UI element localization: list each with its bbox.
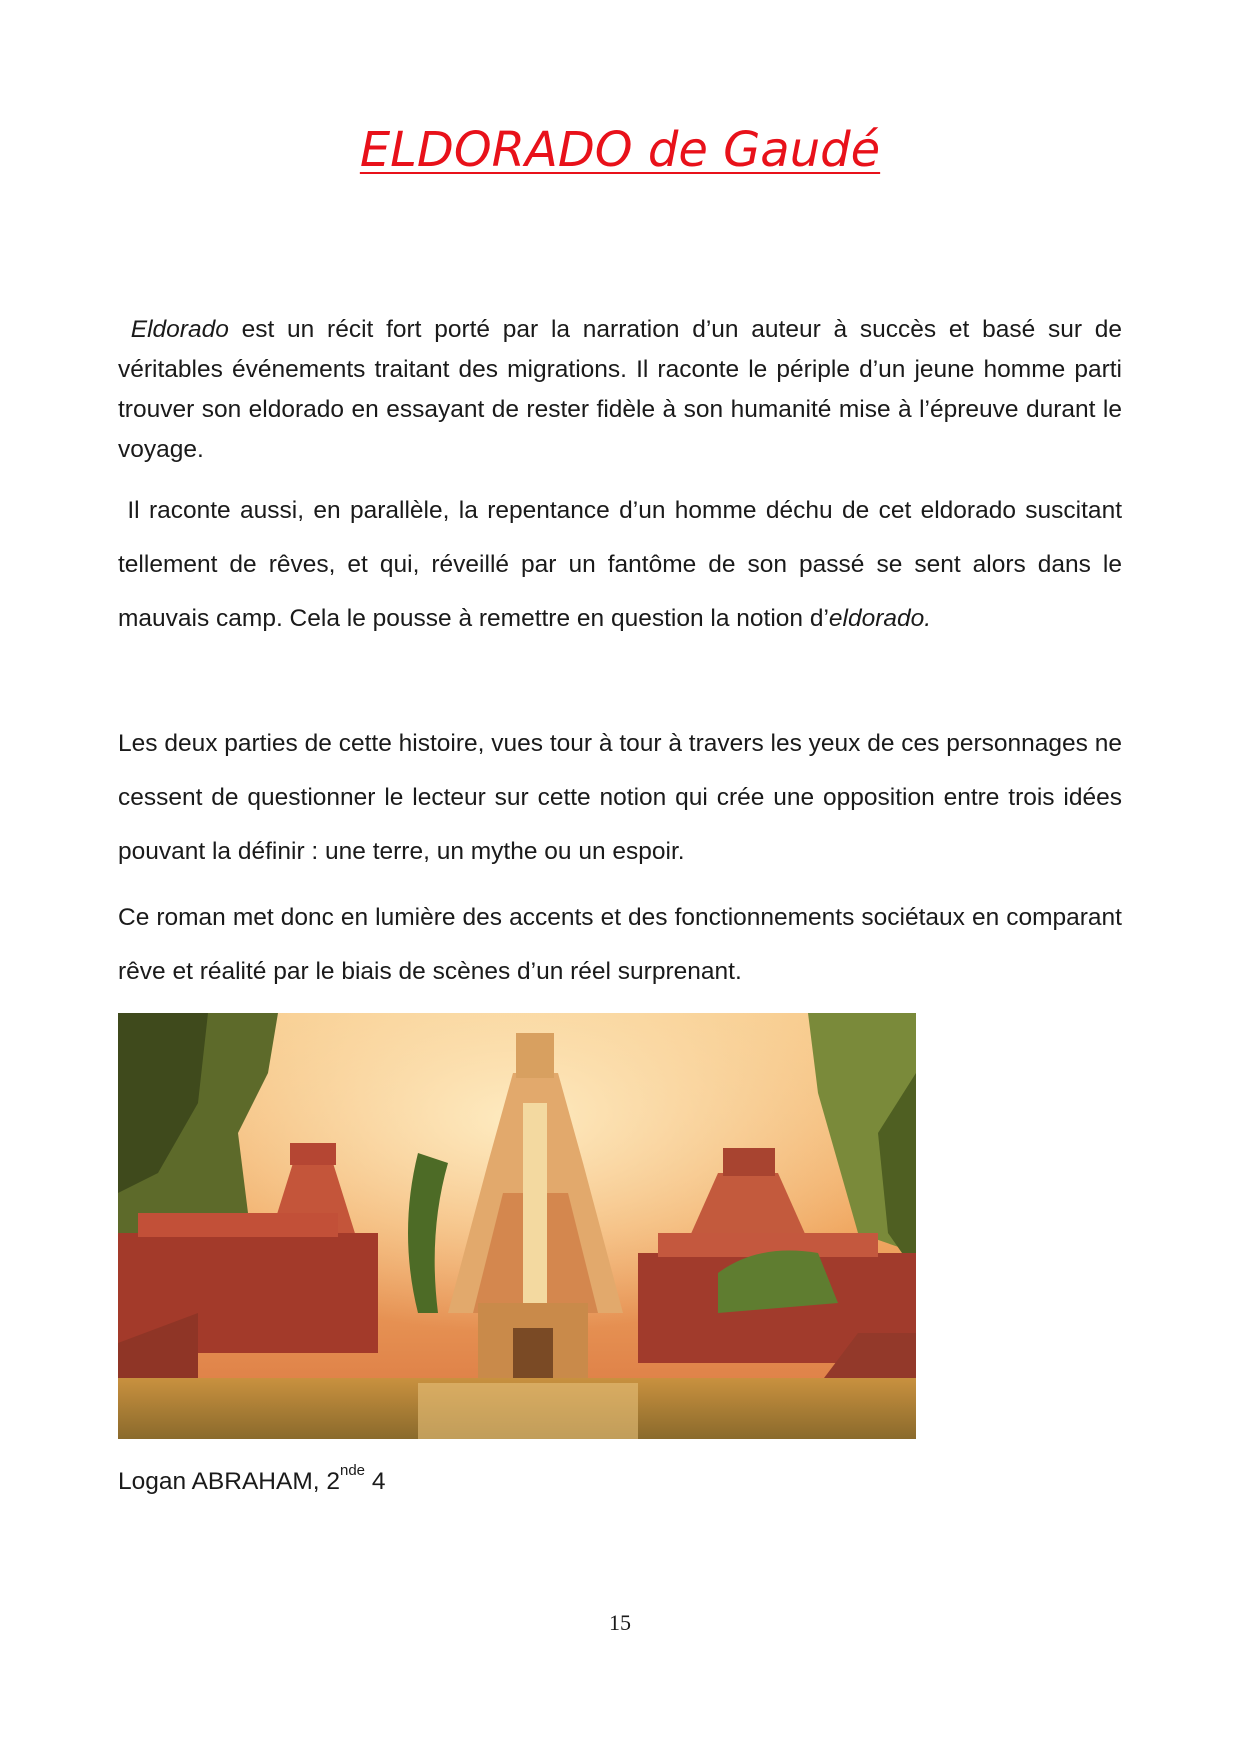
eldorado-illustration: [118, 1013, 916, 1439]
paragraph-4-text: Ce roman met donc en lumière des accents et des fonctionnements sociétaux en comparant rêve et réalité par le biais de scènes d’un réel surprenant.: [118, 904, 1122, 985]
page-number: 15: [609, 1610, 631, 1635]
page-title: ELDORADO de Gaudé: [359, 122, 881, 178]
author-signature: [118, 1462, 385, 1496]
paragraph-2-text: Il raconte aussi, en parallèle, la repentance d’un homme déchu de cet eldorado suscitant tellement de rêves, et qui, réveillé par un fantôme de son passé se sent alors dans le mauvais camp. Cela le pousse à remettre en question la notion d’: [118, 497, 1122, 632]
paragraph-3: [118, 717, 1122, 879]
class-number: 4: [365, 1468, 386, 1495]
paragraph-4: [118, 891, 1122, 999]
temple-city-image: [118, 1013, 916, 1439]
paragraph-1-text: est un récit fort porté par la narration d’un auteur à succès et basé sur de véritables événements traitant des migrations. Il raconte le périple d’un jeune homme parti trouver son eldorado en essayant de rester fidèle à son humanité mise à l’épreuve durant le voyage.: [118, 316, 1123, 463]
eldorado-italic: eldorado.: [828, 605, 932, 632]
paragraph-3-text: Les deux parties de cette histoire, vues tour à tour à travers les yeux de ces personnages ne cessent de questionner le lecteur sur cette notion qui crée une opposition entre trois idées pouvant la définir : une terre, un mythe ou un espoir.: [118, 730, 1122, 865]
paragraph-2: [118, 484, 1122, 646]
book-title-italic: Eldorado: [130, 316, 229, 343]
grade-superscript: nde: [339, 1462, 366, 1479]
author-name: Logan ABRAHAM, 2: [118, 1468, 340, 1495]
paragraph-1: [118, 310, 1122, 470]
